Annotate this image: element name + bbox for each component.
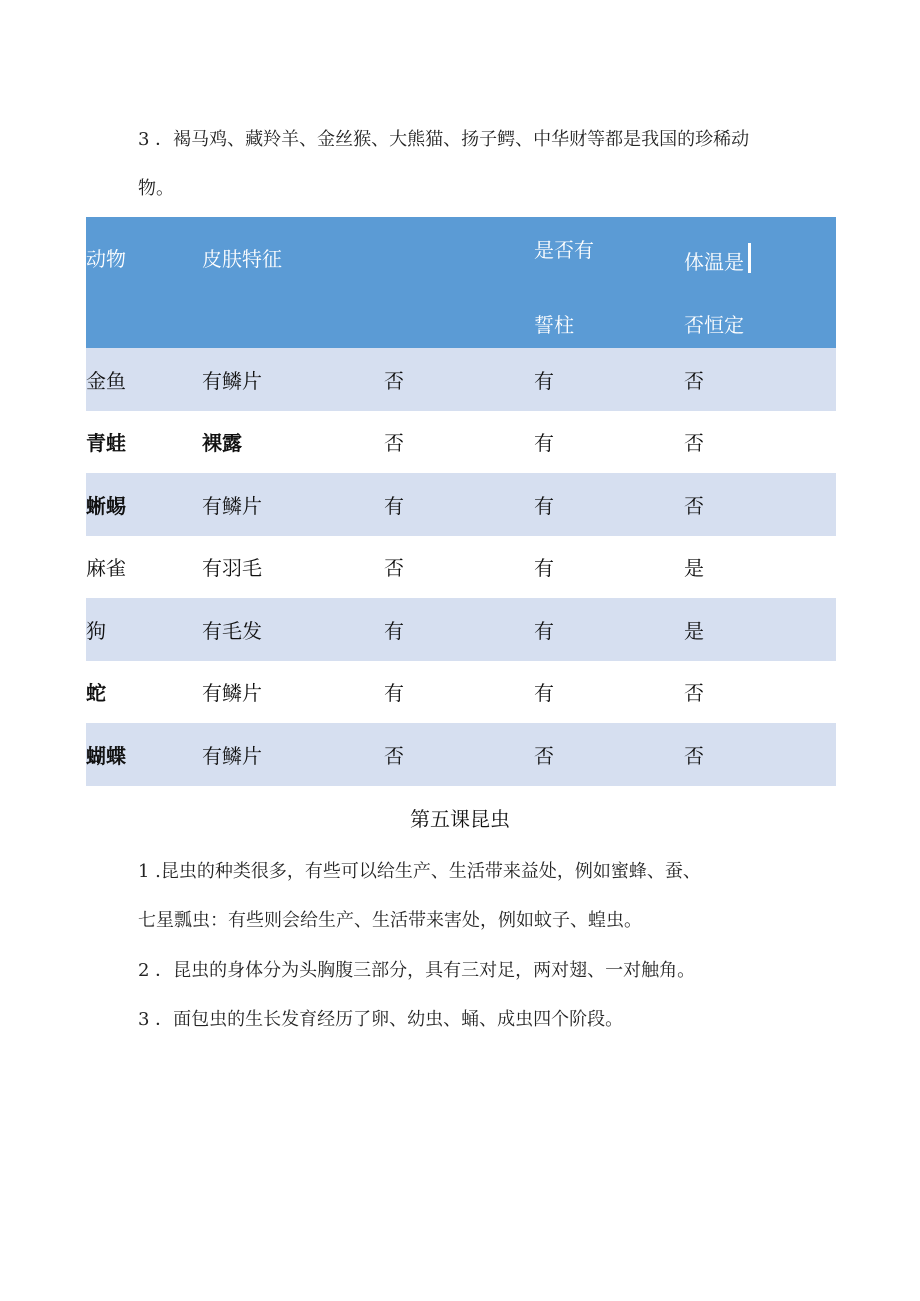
table-row xyxy=(86,411,836,474)
cell-skin: 裸露 xyxy=(202,411,384,474)
header-animal xyxy=(86,217,202,348)
cell-col3: 否 xyxy=(384,348,534,411)
header-temperature-line-2: 否恒定 xyxy=(684,313,744,337)
cell-spine: 有 xyxy=(534,348,684,411)
header-spine-line-1: 是否有 xyxy=(534,238,594,262)
lesson-title: 第五课昆虫 xyxy=(410,807,510,831)
cell-temperature: 否 xyxy=(684,411,836,474)
table-header-row xyxy=(86,217,836,348)
lesson-paragraph-line-2: 七星瓢虫：有些则会给生产、生活带来害处，例如蚊子、蝗虫。 xyxy=(138,910,642,931)
cell-col3: 否 xyxy=(384,536,534,599)
intro-paragraph-line-1: 3 ．褐马鸡、藏羚羊、金丝猴、大熊猫、扬子鳄、中华财等都是我国的珍稀动 xyxy=(138,129,750,150)
cell-skin: 有鳞片 xyxy=(202,723,384,786)
cell-temperature: 是 xyxy=(684,536,836,599)
lesson-paragraph-line-1: 1 .昆虫的种类很多，有些可以给生产、生活带来益处，例如蜜蜂、蚕、 xyxy=(138,861,701,882)
header-col3 xyxy=(384,217,534,348)
cell-temperature: 否 xyxy=(684,723,836,786)
cell-col3: 否 xyxy=(384,723,534,786)
table-row xyxy=(86,598,836,661)
header-animal-label: 动物 xyxy=(86,247,126,271)
cell-skin: 有鳞片 xyxy=(202,348,384,411)
header-temperature-line-1-wrap xyxy=(684,243,751,275)
cell-col3: 有 xyxy=(384,661,534,724)
cell-spine: 否 xyxy=(534,723,684,786)
header-skin xyxy=(202,217,384,348)
header-skin-label: 皮肤特征 xyxy=(202,247,282,271)
cursor-bar-mark xyxy=(748,243,751,273)
cell-animal: 蜥蜴 xyxy=(86,473,202,536)
animal-characteristics-table xyxy=(86,217,836,786)
cell-animal: 狗 xyxy=(86,598,202,661)
table-row xyxy=(86,348,836,411)
header-spine-line-2: 誓柱 xyxy=(534,313,574,337)
cell-temperature: 否 xyxy=(684,348,836,411)
cell-spine: 有 xyxy=(534,661,684,724)
lesson-paragraph-line-4: 3 ．面包虫的生长发育经历了卵、幼虫、蛹、成虫四个阶段。 xyxy=(138,1009,624,1030)
table-row xyxy=(86,536,836,599)
cell-spine: 有 xyxy=(534,598,684,661)
cell-temperature: 否 xyxy=(684,661,836,724)
cell-col3: 否 xyxy=(384,411,534,474)
cell-skin: 有鳞片 xyxy=(202,661,384,724)
cell-animal: 麻雀 xyxy=(86,536,202,599)
lesson-paragraph-line-3: 2 ．昆虫的身体分为头胸腹三部分，具有三对足，两对翅、一对触角。 xyxy=(138,960,696,981)
cell-animal: 蛇 xyxy=(86,661,202,724)
cell-skin: 有鳞片 xyxy=(202,473,384,536)
header-spine xyxy=(534,217,684,348)
header-temperature-line-1: 体温是 xyxy=(684,250,744,274)
cell-spine: 有 xyxy=(534,536,684,599)
table-row xyxy=(86,473,836,536)
header-temperature xyxy=(684,217,836,348)
cell-animal: 金鱼 xyxy=(86,348,202,411)
cell-skin: 有毛发 xyxy=(202,598,384,661)
cell-col3: 有 xyxy=(384,598,534,661)
cell-skin: 有羽毛 xyxy=(202,536,384,599)
cell-col3: 有 xyxy=(384,473,534,536)
cell-temperature: 是 xyxy=(684,598,836,661)
cell-spine: 有 xyxy=(534,473,684,536)
table-row xyxy=(86,723,836,786)
cell-animal: 青蛙 xyxy=(86,411,202,474)
cell-spine: 有 xyxy=(534,411,684,474)
cell-temperature: 否 xyxy=(684,473,836,536)
cell-animal: 蝴蝶 xyxy=(86,723,202,786)
table-row xyxy=(86,661,836,724)
intro-paragraph-line-2: 物。 xyxy=(138,178,174,199)
